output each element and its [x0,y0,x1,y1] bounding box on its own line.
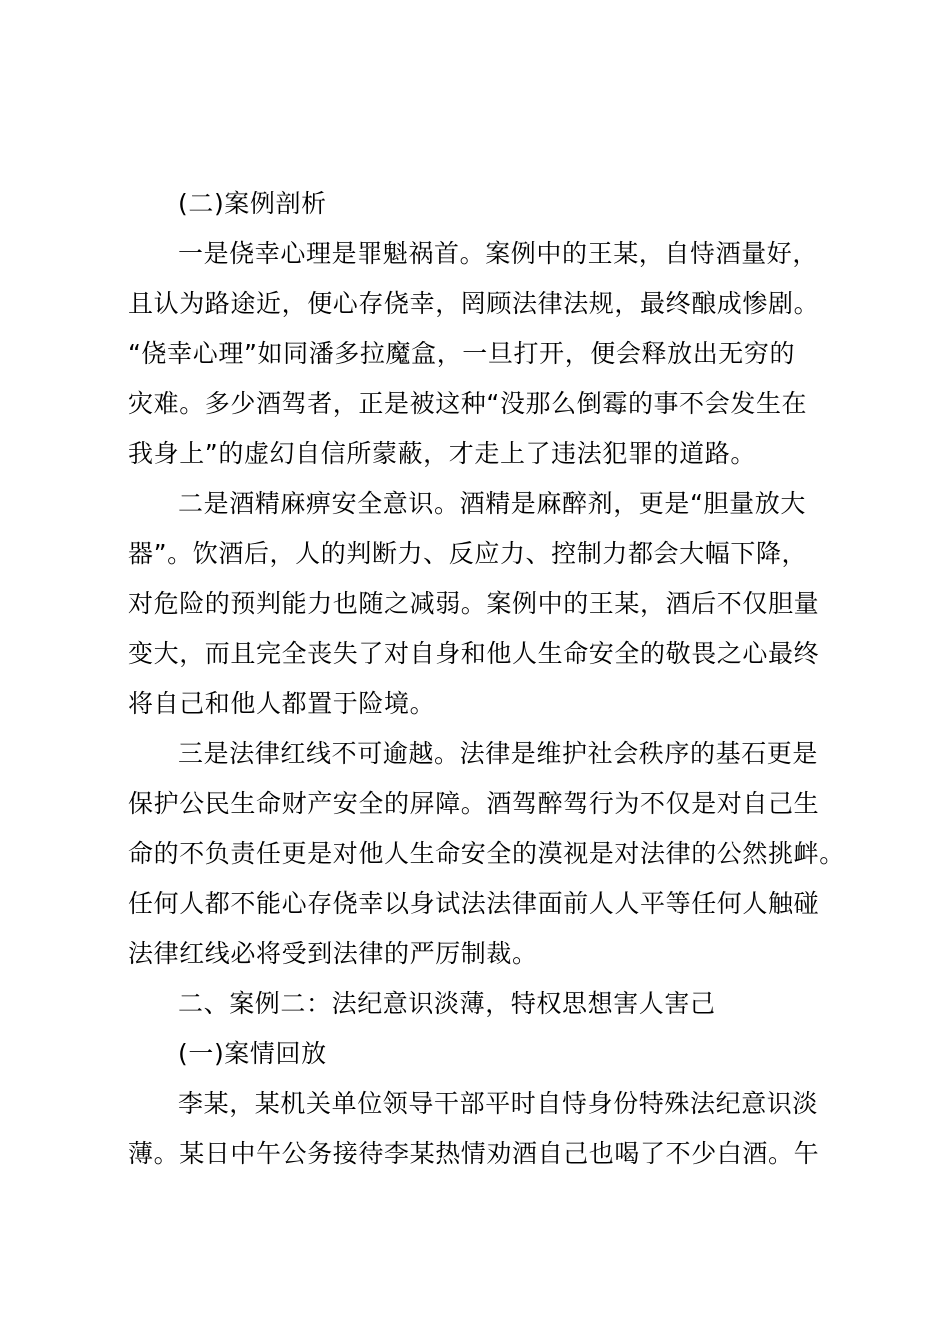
paragraph-line: 器”。饮酒后，人的判断力、反应力、控制力都会大幅下降， [128,539,808,568]
paragraph-line: 任何人都不能心存侥幸以身试法法律面前人人平等任何人触碰 [128,889,820,918]
paragraph-line: 二是酒精麻痹安全意识。酒精是麻醉剂，更是“胆量放大 [178,489,806,518]
paragraph-line: 法律红线必将受到法律的严厉制裁。 [128,939,538,968]
subheading-case-analysis: (二)案例剖析 [178,189,327,218]
paragraph-line: 变大，而且完全丧失了对自身和他人生命安全的敬畏之心最终 [128,639,820,668]
section-heading-case-two: 二、案例二：法纪意识淡薄，特权思想害人害己 [178,989,716,1018]
paragraph-line: 李某，某机关单位领导干部平时自恃身份特殊法纪意识淡 [178,1089,819,1118]
paragraph-line: 灾难。多少酒驾者，正是被这种“没那么倒霉的事不会发生在 [128,389,808,418]
paragraph-line: 薄。某日中午公务接待李某热情劝酒自己也喝了不少白酒。午 [128,1139,820,1168]
paragraph-line: 将自己和他人都置于险境。 [128,689,436,718]
paragraph-line: 且认为路途近，便心存侥幸，罔顾法律法规，最终酿成惨剧。 [128,289,820,318]
paragraph-line: 三是法律红线不可逾越。法律是维护社会秩序的基石更是 [178,739,819,768]
paragraph-line: 命的不负责任更是对他人生命安全的漠视是对法律的公然挑衅。 [128,839,845,868]
subheading-case-review: (一)案情回放 [178,1039,327,1068]
paragraph-line: 我身上”的虚幻自信所蒙蔽，才走上了违法犯罪的道路。 [128,439,756,468]
paragraph-line: “侥幸心理”如同潘多拉魔盒，一旦打开，便会释放出无穷的 [128,339,796,368]
paragraph-line: 保护公民生命财产安全的屏障。酒驾醉驾行为不仅是对自己生 [128,789,820,818]
paragraph-line: 一是侥幸心理是罪魁祸首。案例中的王某，自恃酒量好， [178,239,819,268]
paragraph-line: 对危险的预判能力也随之减弱。案例中的王某，酒后不仅胆量 [128,589,820,618]
